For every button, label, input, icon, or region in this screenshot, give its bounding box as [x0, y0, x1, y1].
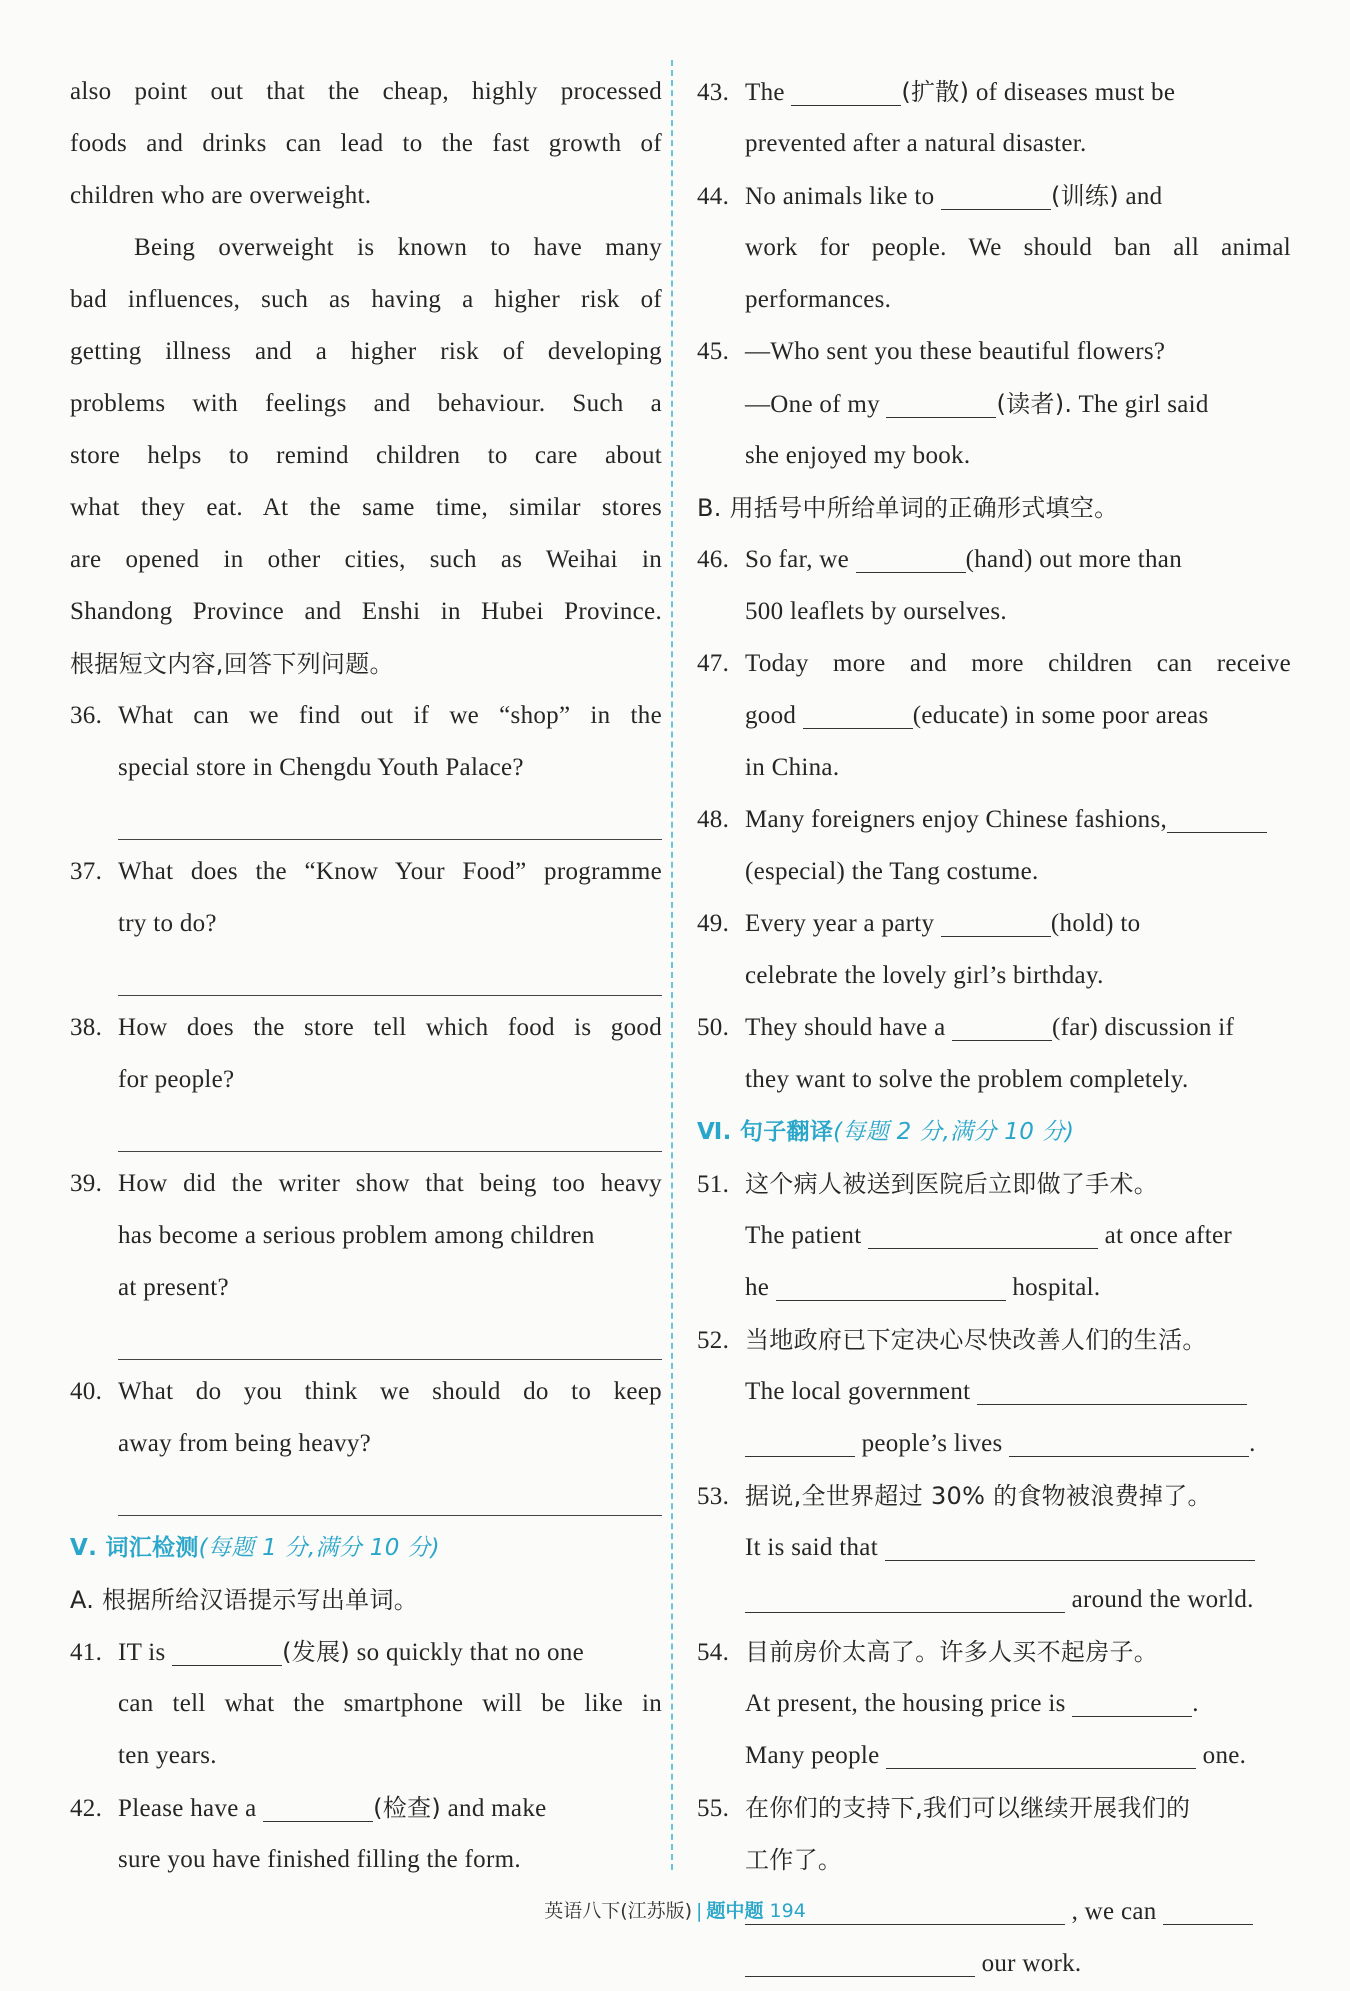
section-points: (每题 1 分,满分 10 分)	[198, 1535, 440, 1561]
question-52	[697, 1314, 1291, 1366]
fill-blank[interactable]	[941, 179, 1051, 210]
question-text: hospital.	[1012, 1274, 1101, 1301]
question-37	[70, 846, 662, 898]
passage-line: children who are overweight.	[70, 182, 372, 209]
question-45	[697, 326, 1291, 378]
fill-blank[interactable]	[776, 1270, 1006, 1301]
fill-blank[interactable]	[1167, 802, 1267, 833]
question-text: They should have a	[745, 1014, 946, 1041]
question-text: The local government	[745, 1378, 971, 1405]
question-text: At present, the housing price is	[745, 1690, 1066, 1717]
question-text: our work.	[981, 1950, 1082, 1977]
fill-blank[interactable]	[1009, 1426, 1249, 1457]
answer-line-37[interactable]	[70, 950, 662, 1002]
question-text: one.	[1202, 1742, 1247, 1769]
question-54-line2	[697, 1678, 1291, 1730]
question-number: 38.	[70, 1014, 103, 1041]
question-47	[697, 638, 1291, 690]
question-text: , we can	[1071, 1898, 1157, 1925]
chinese-sentence: 这个病人被送到医院后立即做了手术。	[745, 1170, 1159, 1198]
question-50	[697, 1002, 1291, 1054]
question-52-line3	[697, 1418, 1291, 1470]
passage-line: foods and drinks can lead to the fast growth of	[70, 130, 662, 157]
fill-blank[interactable]	[886, 387, 996, 418]
question-41	[70, 1626, 662, 1678]
question-text: .	[1249, 1430, 1256, 1457]
question-53-line3	[697, 1574, 1291, 1626]
question-text: What does the “Know Your Food” programme	[118, 858, 662, 885]
question-text: IT is	[118, 1639, 166, 1666]
fill-blank[interactable]	[886, 1738, 1196, 1769]
question-text: So far, we	[745, 546, 850, 573]
question-text: work for people. We should ban all animal	[745, 234, 1291, 261]
question-39	[70, 1158, 662, 1210]
question-51-line2	[697, 1210, 1291, 1262]
question-text: out more than	[1039, 546, 1182, 573]
question-text: ten years.	[118, 1742, 217, 1769]
question-text: discussion if	[1104, 1014, 1235, 1041]
brand-name: 题中题	[706, 1900, 764, 1922]
fill-blank[interactable]	[263, 1791, 373, 1822]
hint-text: (读者).	[996, 390, 1073, 418]
question-text: It is said that	[745, 1534, 878, 1561]
question-text: good	[745, 702, 797, 729]
question-text: 500 leaflets by ourselves.	[745, 598, 1007, 625]
question-text: No animals like to	[745, 183, 935, 210]
book-title: 英语八下(江苏版)	[544, 1900, 693, 1922]
question-text: —One of my	[745, 391, 880, 418]
hint-text: (扩散)	[901, 78, 970, 106]
passage-line: are opened in other cities, such as Weihai in	[70, 546, 662, 573]
question-text: can tell what the smartphone will be like in	[118, 1690, 662, 1717]
question-48	[697, 794, 1291, 846]
question-text: Many foreigners enjoy Chinese fashions,	[745, 806, 1168, 833]
question-text: The	[745, 79, 785, 106]
hint-text: (hand)	[965, 546, 1033, 573]
section-title: Ⅵ. 句子翻译	[697, 1119, 834, 1145]
chinese-sentence: 工作了。	[745, 1846, 843, 1874]
question-number: 40.	[70, 1378, 103, 1405]
question-text: prevented after a natural disaster.	[745, 130, 1087, 157]
passage-line: problems with feelings and behaviour. Such a	[70, 390, 662, 417]
question-number: 45.	[697, 338, 730, 365]
passage-line: store helps to remind children to care about	[70, 442, 662, 469]
question-40	[70, 1366, 662, 1418]
question-text: The patient	[745, 1222, 862, 1249]
question-text: people’s lives	[861, 1430, 1003, 1457]
passage-line: bad influences, such as having a higher risk of	[70, 286, 662, 313]
question-53	[697, 1470, 1291, 1522]
chinese-sentence: 当地政府已下定决心尽快改善人们的生活。	[745, 1326, 1207, 1354]
question-number: 37.	[70, 858, 103, 885]
right-column	[697, 66, 1291, 1990]
question-52-line2	[697, 1366, 1291, 1418]
question-number: 53.	[697, 1483, 730, 1510]
question-55-line4	[697, 1938, 1291, 1990]
question-text: to	[1120, 910, 1141, 937]
question-number: 42.	[70, 1795, 103, 1822]
question-51	[697, 1158, 1291, 1210]
instruction: 根据短文内容,回答下列问题。	[70, 650, 394, 678]
question-43	[697, 66, 1291, 118]
fill-blank[interactable]	[856, 542, 966, 573]
question-text: Please have a	[118, 1795, 257, 1822]
hint-text: (hold)	[1050, 910, 1114, 937]
question-number: 54.	[697, 1639, 730, 1666]
question-number: 47.	[697, 650, 730, 677]
fill-blank[interactable]	[803, 698, 913, 729]
question-text: has become a serious problem among children	[118, 1222, 595, 1249]
passage-line: Shandong Province and Enshi in Hubei Province.	[70, 598, 662, 625]
question-text: for people?	[118, 1066, 235, 1093]
hint-text: (训练)	[1050, 182, 1119, 210]
question-text: away from being heavy?	[118, 1430, 372, 1457]
question-text: What can we find out if we “shop” in the	[118, 702, 662, 729]
fill-blank[interactable]	[745, 1582, 1065, 1613]
chinese-sentence: 据说,全世界超过 30% 的食物被浪费掉了。	[745, 1482, 1212, 1510]
part-b-instruction: B. 用括号中所给单词的正确形式填空。	[697, 494, 1119, 522]
answer-line-36[interactable]	[70, 794, 662, 846]
question-number: 44.	[697, 183, 730, 210]
question-44	[697, 170, 1291, 222]
question-number: 43.	[697, 79, 730, 106]
fill-blank[interactable]	[791, 75, 901, 106]
page-footer	[0, 1896, 1350, 1923]
page-number: 194	[769, 1900, 806, 1922]
question-55	[697, 1782, 1291, 1834]
question-text: performances.	[745, 286, 892, 313]
section-points: (每题 2 分,满分 10 分)	[833, 1119, 1075, 1145]
question-number: 36.	[70, 702, 103, 729]
question-text: Every year a party	[745, 910, 935, 937]
question-text: and	[1125, 183, 1163, 210]
question-53-line2	[697, 1522, 1291, 1574]
fill-blank[interactable]	[868, 1218, 1098, 1249]
question-text: they want to solve the problem completely.	[745, 1066, 1189, 1093]
column-divider	[671, 60, 673, 1870]
question-text: special store in Chengdu Youth Palace?	[118, 754, 524, 781]
question-54-line3	[697, 1730, 1291, 1782]
hint-text: (far)	[1052, 1014, 1098, 1041]
question-number: 55.	[697, 1795, 730, 1822]
question-number: 49.	[697, 910, 730, 937]
fill-blank[interactable]	[885, 1530, 1255, 1561]
question-text: Many people	[745, 1742, 880, 1769]
question-number: 52.	[697, 1327, 730, 1354]
passage-line: getting illness and a higher risk of developing	[70, 338, 662, 365]
question-number: 51.	[697, 1171, 730, 1198]
fill-blank[interactable]	[941, 906, 1051, 937]
hint-text: (发展)	[282, 1638, 351, 1666]
section-title: Ⅴ. 词汇检测	[70, 1535, 199, 1561]
question-text: sure you have finished filling the form.	[118, 1846, 521, 1873]
question-text: in China.	[745, 754, 840, 781]
question-number: 50.	[697, 1014, 730, 1041]
fill-blank[interactable]	[745, 1946, 975, 1977]
question-42	[70, 1782, 662, 1834]
answer-line-40[interactable]	[70, 1470, 662, 1522]
question-text: How did the writer show that being too heavy	[118, 1170, 662, 1197]
hint-text: (educate)	[912, 702, 1009, 729]
passage-line: also point out that the cheap, highly processed	[70, 78, 662, 105]
question-number: 46.	[697, 546, 730, 573]
question-text: celebrate the lovely girl’s birthday.	[745, 962, 1104, 989]
chinese-sentence: 目前房价太高了。许多人买不起房子。	[745, 1638, 1159, 1666]
question-46	[697, 534, 1291, 586]
question-text: so quickly that no one	[356, 1639, 585, 1666]
question-number: 39.	[70, 1170, 103, 1197]
question-text: How does the store tell which food is good	[118, 1014, 662, 1041]
fill-blank[interactable]	[952, 1010, 1052, 1041]
question-text: he	[745, 1274, 770, 1301]
question-number: 48.	[697, 806, 730, 833]
question-text: .	[1192, 1690, 1199, 1717]
question-36	[70, 690, 662, 742]
answer-line-39[interactable]	[70, 1314, 662, 1366]
question-49	[697, 898, 1291, 950]
footer-separator: |	[696, 1900, 703, 1922]
question-text: she enjoyed my book.	[745, 442, 971, 469]
answer-line-38[interactable]	[70, 1106, 662, 1158]
question-text: and make	[447, 1795, 547, 1822]
question-text: (especial) the Tang costume.	[745, 858, 1039, 885]
question-text: at once after	[1104, 1222, 1233, 1249]
question-text: The girl said	[1078, 391, 1209, 418]
question-45-line2	[697, 378, 1291, 430]
fill-blank[interactable]	[745, 1426, 855, 1457]
question-47-line2	[697, 690, 1291, 742]
left-column	[70, 66, 662, 1886]
fill-blank[interactable]	[172, 1635, 282, 1666]
question-54	[697, 1626, 1291, 1678]
section-6-heading	[697, 1106, 1291, 1158]
question-text: of diseases must be	[975, 79, 1176, 106]
question-text: in some poor areas	[1015, 702, 1209, 729]
question-text: try to do?	[118, 910, 217, 937]
passage-line: what they eat. At the same time, similar stores	[70, 494, 662, 521]
question-text: around the world.	[1071, 1586, 1254, 1613]
question-text: at present?	[118, 1274, 229, 1301]
question-number: 41.	[70, 1639, 103, 1666]
question-51-line3	[697, 1262, 1291, 1314]
chinese-sentence: 在你们的支持下,我们可以继续开展我们的	[745, 1794, 1191, 1822]
fill-blank[interactable]	[977, 1374, 1247, 1405]
fill-blank[interactable]	[1072, 1686, 1192, 1717]
hint-text: (检查)	[373, 1794, 442, 1822]
question-text: —Who sent you these beautiful flowers?	[745, 338, 1166, 365]
passage-line: Being overweight is known to have many	[134, 234, 662, 261]
part-a-instruction: A. 根据所给汉语提示写出单词。	[70, 1586, 419, 1614]
section-5-heading	[70, 1522, 662, 1574]
question-38	[70, 1002, 662, 1054]
question-text: What do you think we should do to keep	[118, 1378, 662, 1405]
question-text: Today more and more children can receive	[745, 650, 1291, 677]
